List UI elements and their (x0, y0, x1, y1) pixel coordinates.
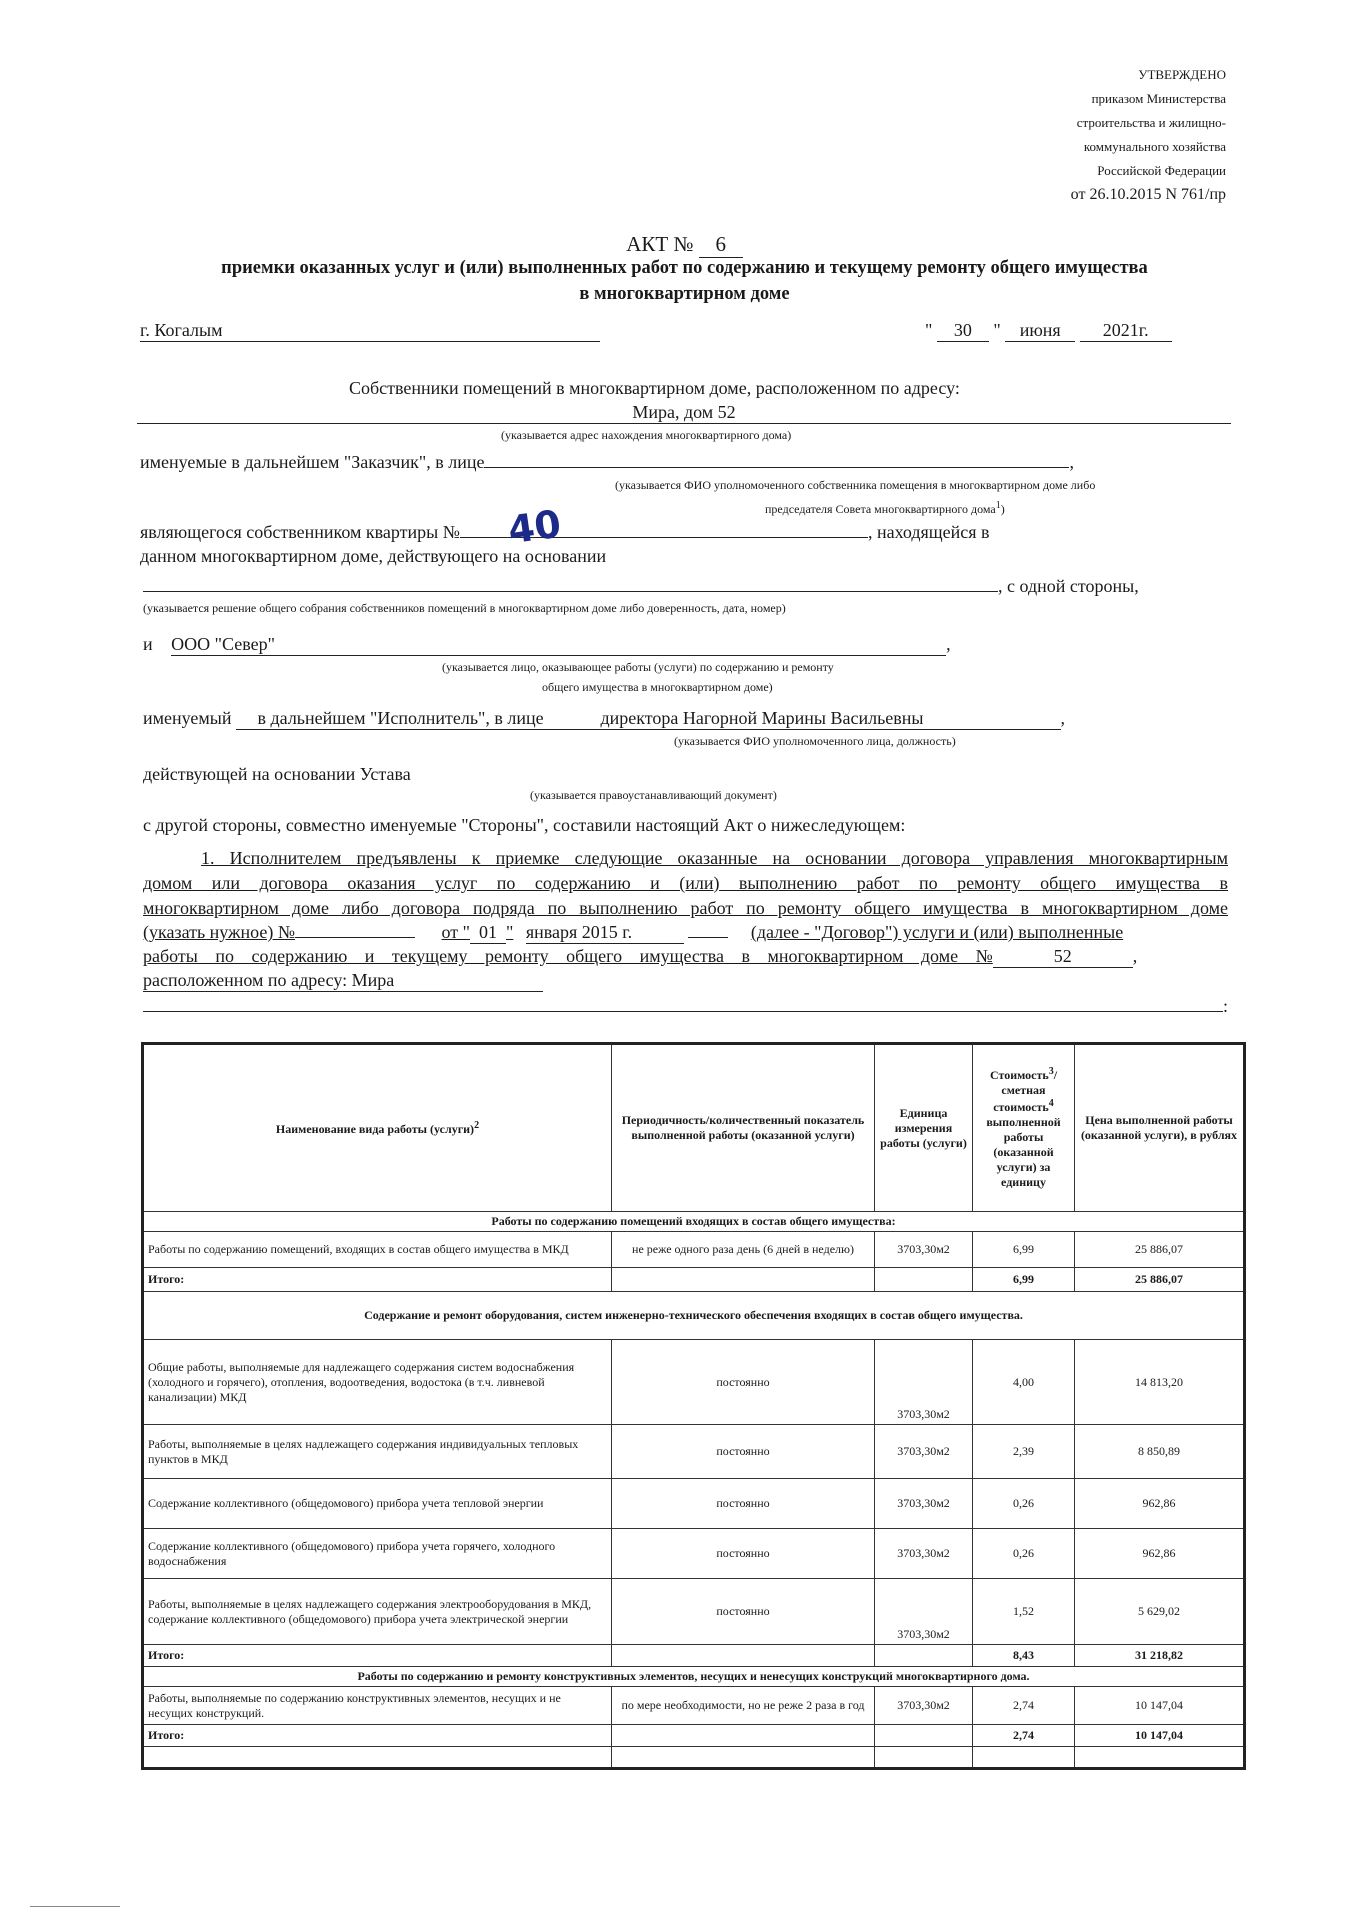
work-price: 962,86 (1075, 1529, 1245, 1579)
contract-number-blank (295, 937, 415, 938)
contract-month-year: января 2015 г. (526, 922, 684, 944)
customer-text: именуемые в дальнейшем "Заказчик", в лице (140, 452, 485, 472)
total-label: Итого: (143, 1645, 612, 1667)
section-row (143, 1212, 1245, 1232)
table-header-row (143, 1044, 1245, 1212)
work-unit: 3703,30м2 (875, 1529, 973, 1579)
acting-hint: (указывается правоустанавливающий документ) (530, 788, 777, 802)
comma: , (1069, 452, 1074, 472)
comma: , (1060, 708, 1066, 728)
total-price: 25 886,07 (1075, 1268, 1245, 1292)
header-text: Стоимость (989, 1068, 1049, 1082)
act-number-value: 6 (699, 232, 743, 258)
apartment-tail: , находящейся в (867, 522, 990, 542)
clause-line: многоквартирном доме либо договора подряда по выполнению работ по ремонту общего имущества в многоквартирном доме (143, 898, 1228, 918)
date-quote: " (925, 320, 933, 340)
named-line (143, 708, 1065, 730)
clause-line: домом или договора оказания услуг по содержанию и (или) выполнению работ по ремонту общего имущества в (143, 873, 1228, 893)
work-price: 14 813,20 (1075, 1340, 1245, 1425)
work-periodicity: постоянно (612, 1425, 875, 1479)
work-name: Работы, выполняемые в целях надлежащего содержания индивидуальных тепловых пунктов в МКД (143, 1425, 612, 1479)
work-price: 10 147,04 (1075, 1687, 1245, 1725)
scan-edge-line (30, 1906, 120, 1907)
empty-row (143, 1747, 1245, 1769)
work-cost: 1,52 (973, 1579, 1075, 1645)
total-price: 31 218,82 (1075, 1645, 1245, 1667)
header-text: Наименование вида работы (услуги) (275, 1121, 475, 1136)
act-title-line2: в многоквартирном доме (579, 284, 790, 304)
total-label: Итого: (143, 1725, 612, 1747)
customer-blank (484, 467, 1069, 468)
work-cost: 2,39 (973, 1425, 1075, 1479)
empty-cell (612, 1725, 875, 1747)
clause-text: от " (441, 922, 470, 942)
table-row (143, 1687, 1245, 1725)
footnote-mark: 3 (1048, 1066, 1054, 1077)
approval-line: приказом Министерства (1091, 91, 1226, 106)
work-name: Содержание коллективного (общедомового) прибора учета тепловой энергии (143, 1479, 612, 1529)
work-unit: 3703,30м2 (875, 1479, 973, 1529)
header-text: выполненной работы (оказанной услуги) за единицу (986, 1115, 1061, 1189)
acting-basis: действующей на основании Устава (143, 764, 411, 784)
apartment-text: являющегося собственником квартиры № (140, 522, 460, 542)
customer-line (140, 452, 1074, 473)
header-price: Цена выполненной работы (оказанной услуги), в рублях (1075, 1044, 1245, 1212)
table-row (143, 1425, 1245, 1479)
header-text: /сметная стоимость (993, 1068, 1058, 1114)
empty-cell (875, 1268, 973, 1292)
clause-address: расположенном по адресу: Мира (143, 970, 543, 992)
empty-cell (612, 1747, 875, 1769)
address-hint: (указывается адрес нахождения многоквартирного дома) (501, 428, 792, 442)
empty-cell (875, 1747, 973, 1769)
work-price: 5 629,02 (1075, 1579, 1245, 1645)
approval-stamp (1071, 63, 1226, 207)
work-unit: 3703,30м2 (875, 1232, 973, 1268)
date-day: 30 (937, 320, 989, 342)
empty-cell (612, 1645, 875, 1667)
city-value: г. Когалым (140, 320, 600, 342)
empty-cell (973, 1747, 1075, 1769)
header-cost (973, 1044, 1075, 1212)
header-periodicity: Периодичность/количественный показатель выполненной работы (оказанной услуги) (612, 1044, 875, 1212)
basis-tail: , с одной стороны, (998, 576, 1139, 596)
comma: , (1132, 946, 1138, 966)
clause-line-6 (143, 970, 543, 992)
work-unit: 3703,30м2 (875, 1340, 973, 1425)
work-unit: 3703,30м2 (875, 1425, 973, 1479)
and-word: и (143, 634, 153, 654)
customer-hint-2 (765, 500, 1005, 517)
total-price: 10 147,04 (1075, 1725, 1245, 1747)
date-month: июня (1005, 320, 1075, 342)
footnote-mark: 1 (995, 500, 1001, 511)
work-cost: 2,74 (973, 1687, 1075, 1725)
contractor-name: ООО "Север" (171, 634, 946, 656)
basis-text: данном многоквартирном доме, действующего на основании (140, 546, 607, 566)
clause-text: (далее - "Договор") услуги и (или) выполненные (750, 922, 1124, 942)
section-row (143, 1292, 1245, 1340)
work-name: Общие работы, выполняемые для надлежащего содержания систем водоснабжения (холодного и горячего), отопления, водоотведения, водостока (в т.ч. ливневой канализации) МКД (143, 1340, 612, 1425)
work-periodicity: постоянно (612, 1579, 875, 1645)
house-address: Мира, дом 52 (137, 402, 1231, 424)
director-name: директора Нагорной Марины Васильевны (583, 708, 1061, 730)
table-row (143, 1232, 1245, 1268)
section-title: Содержание и ремонт оборудования, систем инженерно-технического обеспечения входящих в состав общего имущества. (143, 1292, 1245, 1340)
header-name (143, 1044, 612, 1212)
approval-line: коммунального хозяйства (1083, 139, 1226, 154)
apartment-line (140, 522, 990, 543)
act-number-label: АКТ № (626, 232, 694, 256)
basis-hint: (указывается решение общего собрания собственников помещений в многоквартирном доме либо доверенность, дата, номер) (143, 601, 786, 615)
date-year: 2021г. (1080, 320, 1172, 342)
table-row (143, 1529, 1245, 1579)
work-periodicity: не реже одного раза день (6 дней в неделю) (612, 1232, 875, 1268)
blank (688, 937, 728, 938)
colon: : (1223, 996, 1229, 1016)
work-cost: 0,26 (973, 1479, 1075, 1529)
hint-text: ) (1000, 502, 1005, 516)
house-number: 52 (993, 946, 1133, 968)
total-label: Итого: (143, 1268, 612, 1292)
customer-hint: (указывается ФИО уполномоченного собственника помещения в многоквартирном доме либо (615, 478, 1096, 492)
clause-text: работы по содержанию и текущему ремонту общего имущества в многоквартирном доме № (143, 946, 993, 966)
comma: , (946, 634, 951, 654)
section-row (143, 1667, 1245, 1687)
footnote-mark: 2 (474, 1119, 480, 1131)
work-name: Работы, выполняемые по содержанию конструктивных элементов, несущих и не несущих конструкций. (143, 1687, 612, 1725)
work-periodicity: постоянно (612, 1529, 875, 1579)
empty-cell (1075, 1747, 1245, 1769)
total-row (143, 1725, 1245, 1747)
contract-day: 01 (470, 922, 506, 944)
work-periodicity: по мере необходимости, но не реже 2 раза в год (612, 1687, 875, 1725)
empty-cell (143, 1747, 612, 1769)
named-label: именуемый (143, 708, 232, 728)
other-side: с другой стороны, совместно именуемые "Стороны", составили настоящий Акт о нижеследующем: (143, 815, 906, 835)
handwritten-apartment-number: 40 (505, 501, 564, 553)
clause-line-7 (143, 996, 1228, 1017)
total-cost: 8,43 (973, 1645, 1075, 1667)
work-periodicity: постоянно (612, 1479, 875, 1529)
hint-text: председателя Совета многоквартирного дома (765, 502, 996, 516)
date (925, 320, 1172, 342)
section-title: Работы по содержанию и ремонту конструктивных элементов, несущих и ненесущих конструкций многоквартирного дома. (143, 1667, 1245, 1687)
work-price: 8 850,89 (1075, 1425, 1245, 1479)
approval-line: от 26.10.2015 N 761/пр (1070, 186, 1226, 203)
work-cost: 6,99 (973, 1232, 1075, 1268)
empty-cell (875, 1725, 973, 1747)
empty-cell (612, 1268, 875, 1292)
clause-line-4 (143, 922, 1123, 944)
total-cost: 6,99 (973, 1268, 1075, 1292)
date-quote: " (993, 320, 1001, 340)
work-name: Работы по содержанию помещений, входящих в состав общего имущества в МКД (143, 1232, 612, 1268)
basis-line (143, 576, 1139, 597)
clause-text: (указать нужное) № (143, 922, 296, 942)
table-row (143, 1479, 1245, 1529)
clause-line-5 (143, 946, 1228, 968)
empty-cell (875, 1645, 973, 1667)
contractor-hint: (указывается лицо, оказывающее работы (услуги) по содержанию и ремонту (442, 660, 834, 674)
total-cost: 2,74 (973, 1725, 1075, 1747)
act-title-line1: приемки оказанных услуг и (или) выполненных работ по содержанию и текущему ремонту общего имущества (221, 258, 1148, 278)
work-cost: 0,26 (973, 1529, 1075, 1579)
approval-line: УТВЕРЖДЕНО (1138, 67, 1226, 82)
total-row (143, 1268, 1245, 1292)
address-blank (143, 1011, 1223, 1012)
work-price: 962,86 (1075, 1479, 1245, 1529)
work-unit: 3703,30м2 (875, 1579, 973, 1645)
table-row (143, 1579, 1245, 1645)
total-row (143, 1645, 1245, 1667)
approval-line: строительства и жилищно- (1076, 115, 1226, 130)
owners-intro: Собственники помещений в многоквартирном доме, расположенном по адресу: (349, 378, 960, 398)
contractor-line (143, 634, 951, 656)
work-unit: 3703,30м2 (875, 1687, 973, 1725)
city (140, 320, 600, 342)
work-periodicity: постоянно (612, 1340, 875, 1425)
work-cost: 4,00 (973, 1340, 1075, 1425)
header-unit: Единица измерения работы (услуги) (875, 1044, 973, 1212)
contractor-hint-2: общего имущества в многоквартирном доме) (542, 680, 773, 694)
work-price: 25 886,07 (1075, 1232, 1245, 1268)
approval-line: Российской Федерации (1097, 163, 1226, 178)
clause-text: " (506, 922, 514, 942)
work-name: Работы, выполняемые в целях надлежащего содержания электрооборудования в МКД, содержание коллективного (общедомового) прибора учета электрической энергии (143, 1579, 612, 1645)
clause-line: 1. Исполнителем предъявлены к приемке следующие оказанные на основании договора управления многоквартирным (201, 848, 1228, 868)
act-number (0, 232, 1369, 258)
section-title: Работы по содержанию помещений входящих в состав общего имущества: (143, 1212, 1245, 1232)
works-table (141, 1042, 1246, 1770)
named-text: в дальнейшем "Исполнитель", в лице (236, 708, 583, 730)
work-name: Содержание коллективного (общедомового) прибора учета горячего, холодного водоснабжения (143, 1529, 612, 1579)
director-hint: (указывается ФИО уполномоченного лица, должность) (674, 734, 956, 748)
basis-blank (143, 591, 998, 592)
footnote-mark: 4 (1048, 1098, 1054, 1109)
table-row (143, 1340, 1245, 1425)
